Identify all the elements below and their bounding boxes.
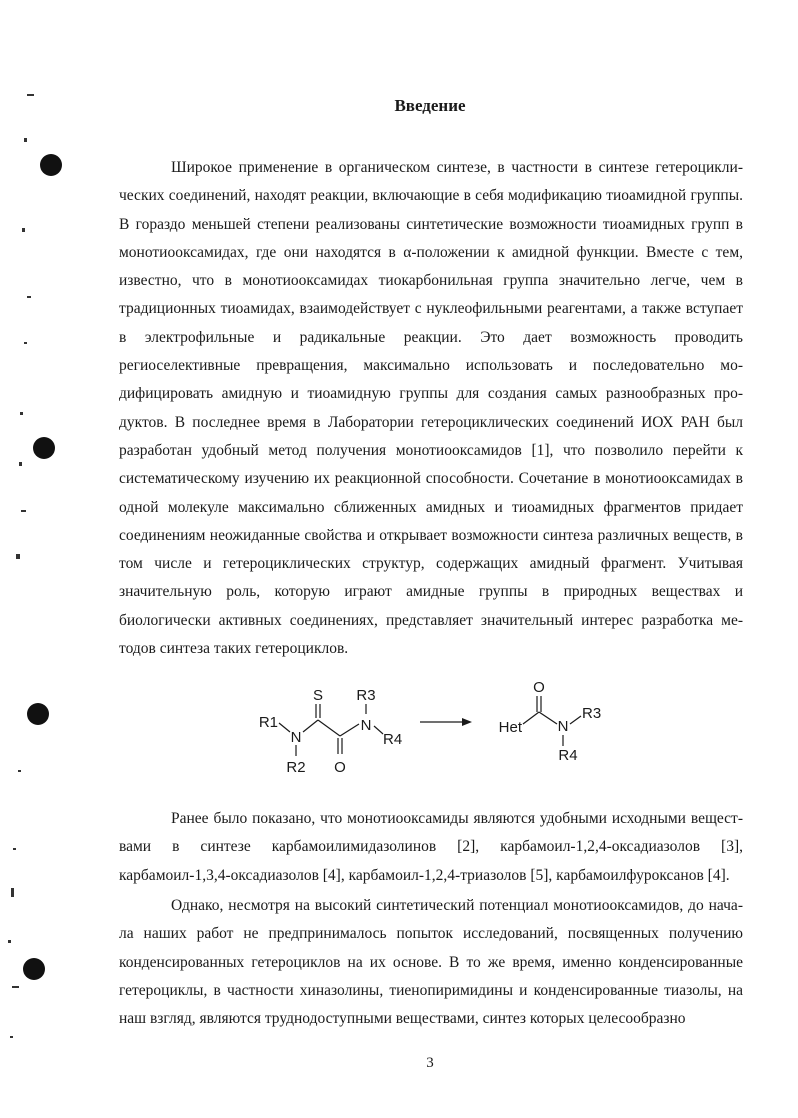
paragraph-intro: Широкое применение в органическом синтезе, в частности в синтезе гетероциклических соединений, находят реакции, включающие в себя модификацию тиоамидной группы. В гораздо меньшей степени реализованы синтетические возможности тиоамидных групп в монотиооксамидах, где они находятся в α-положении к амидной функции. Вместе с тем, известно, что в монотиооксамидах тиокарбонильная группа значительно легче, чем в традиционных тиоамидах, взаимодействует с нуклеофильными реагентами, а также вступает в электрофильные и радикальные реакции. Это дает возможность проводить региоселективные превращения, максимально использовать и последовательно модифицировать амидную и тиоамидную группы для создания самых разнообразных продуктов. В последнее время в Лаборатории гетероциклических соединений ИОХ РАН был разработан удобный метод получения монотиооксамидов [1], что позволило перейти к систематическому изучению их реакционной способности. Сочетание в монотиооксамидах в одной молекуле максимально сближенных амидных и тиоамидных фрагментов придает соединениям неожиданные свойства и открывает возможности синтеза различных веществ, в том числе и гетероциклических структур, содержащих амидный фрагмент. Учитывая значительную роль, которую играют амидные группы в природных веществах и биологически активных соединениях, представляет значительный интерес разработка методов синтеза таких гетероциклов. xyxy=(119,159,743,658)
product-r4-label: R4 xyxy=(558,747,578,764)
paragraph-prior-work: Ранее было показано, что монотиооксамиды являются удобными исходными веществами в синтезе карбамоилимидазолинов [2], карбамоил-1,2,4-оксадиазолов [3], карбамоил-1,3,4-оксадиазолов [4], карбамоил-1,2,4-триазолов [5], карбамоилфуроксанов [4]. xyxy=(119,810,743,884)
page-number: 3 xyxy=(426,1055,434,1071)
scan-speck xyxy=(22,228,25,232)
product-heterocycle xyxy=(499,679,602,764)
binder-hole xyxy=(40,154,62,176)
reactant-r1-label: R1 xyxy=(258,714,278,731)
binder-hole xyxy=(33,437,55,459)
reactant-r4-label: R4 xyxy=(383,731,403,748)
product-het-label: Het xyxy=(498,719,522,736)
binder-hole xyxy=(27,703,49,725)
product-r3-label: R3 xyxy=(582,705,602,722)
product-n-label: N xyxy=(557,718,569,735)
scan-speck xyxy=(12,986,19,988)
scan-speck xyxy=(16,554,20,559)
reaction-scheme xyxy=(248,678,618,778)
reactant-r3-label: R3 xyxy=(356,687,376,704)
reactant-n-left-label: N xyxy=(290,729,302,746)
reactant-sulfur-label: S xyxy=(312,687,324,704)
scan-speck xyxy=(11,888,14,897)
reaction-arrow xyxy=(420,718,472,726)
reactant-oxygen-label: O xyxy=(334,759,346,776)
binder-hole xyxy=(23,958,45,980)
scan-speck xyxy=(8,940,11,943)
section-title: Введение xyxy=(394,96,466,115)
scan-speck xyxy=(18,770,21,772)
scan-speck xyxy=(13,848,16,850)
scan-speck xyxy=(20,412,23,415)
scan-speck xyxy=(27,296,31,298)
reactant-n-right-label: N xyxy=(360,717,372,734)
scan-speck xyxy=(24,138,27,142)
reactant-monothiooxamide xyxy=(259,687,402,776)
scan-speck xyxy=(19,462,22,466)
paragraph-motivation: Однако, несмотря на высокий синтетический потенциал монотиооксамидов, до начала наших работ не предпринималось попыток исследований, посвященных получению конденсированных гетероциклов на их основе. В то же время, именно конденсированные гетероциклы, в частности хиназолины, тиенопиримидины и конденсированные тиазолы, на наш взгляд, являются труднодоступными веществами, синтез которых целесообразно xyxy=(119,897,743,1028)
scan-speck xyxy=(21,510,26,512)
reactant-r2-label: R2 xyxy=(286,759,306,776)
product-oxygen-label: O xyxy=(533,679,545,696)
scan-speck xyxy=(24,342,27,344)
scan-speck xyxy=(27,94,34,96)
scan-speck xyxy=(10,1036,13,1038)
